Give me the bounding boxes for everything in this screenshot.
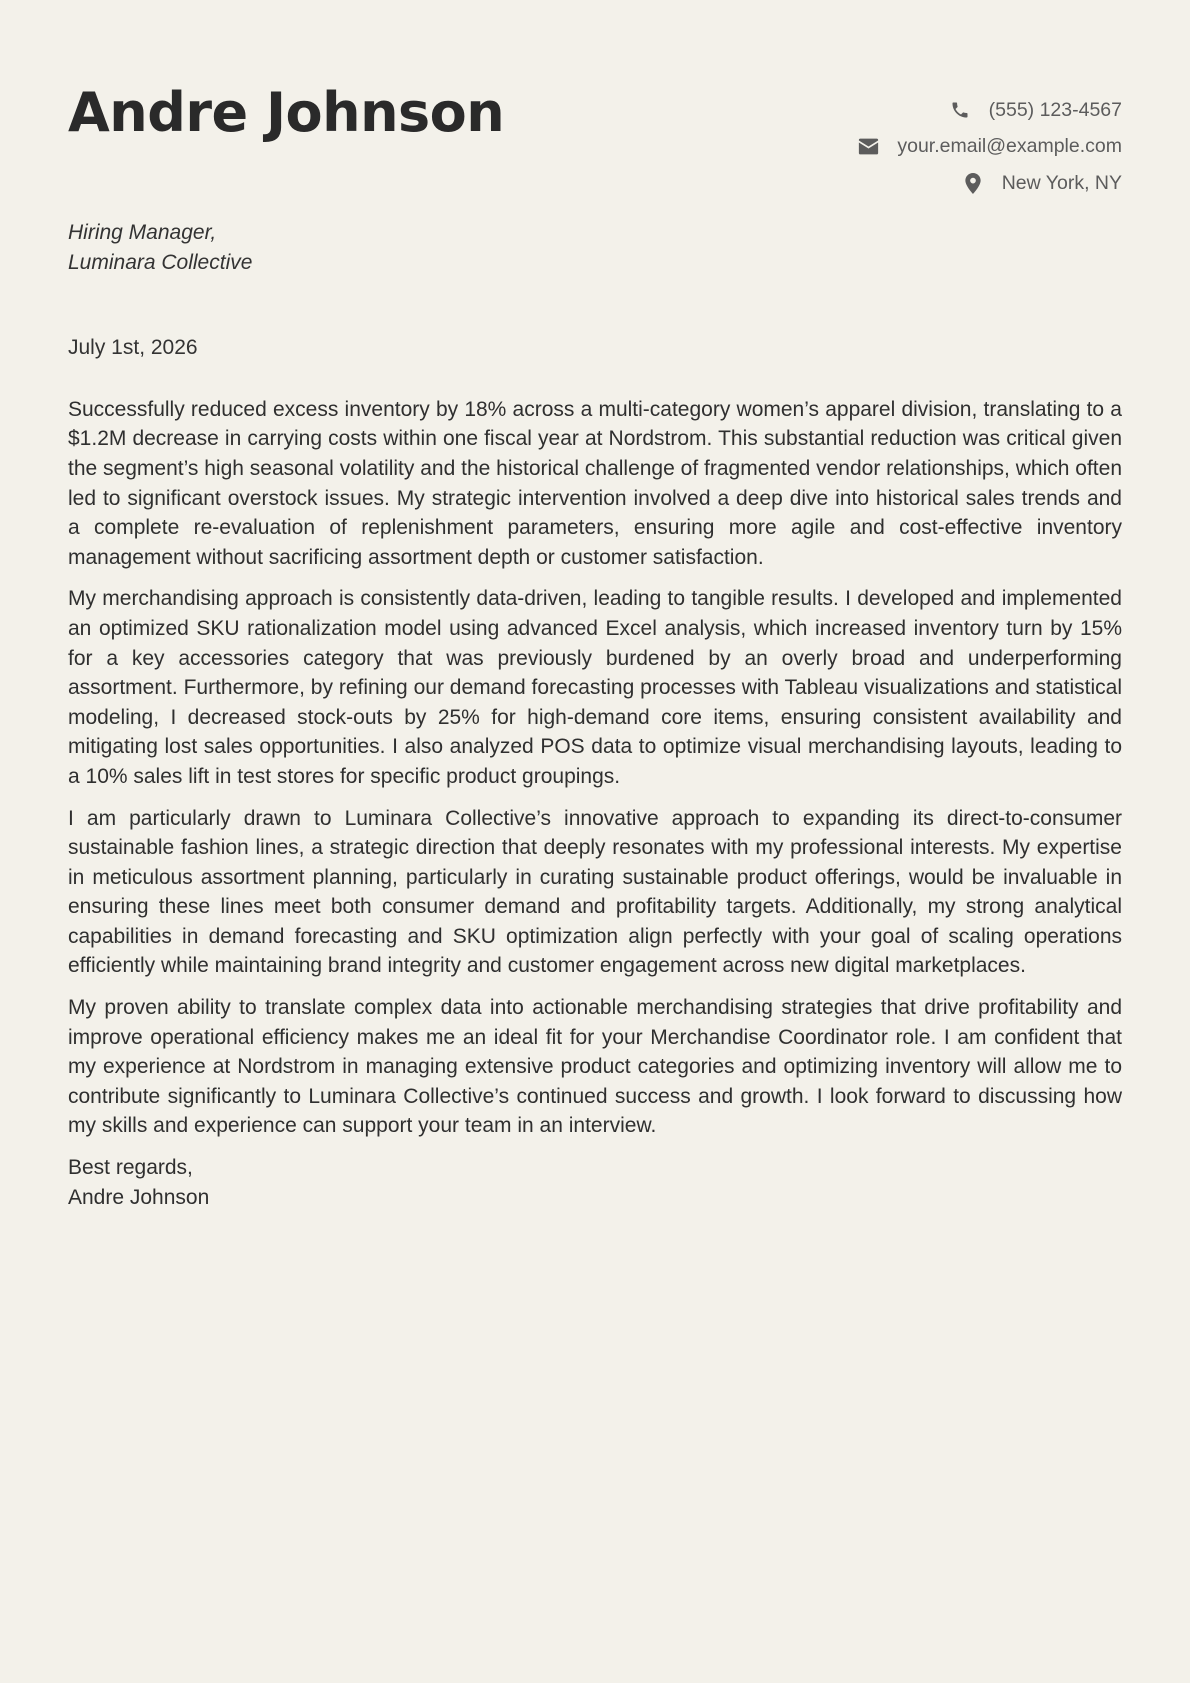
letter-header — [68, 0, 1122, 200]
contact-email — [857, 129, 1122, 166]
signature-name: Andre Johnson — [68, 1185, 210, 1209]
phone-number: (555) 123-4567 — [988, 98, 1122, 121]
applicant-name: Andre Johnson — [68, 81, 505, 144]
recipient-block — [68, 218, 1122, 277]
recipient-company: Luminara Collective — [68, 250, 253, 274]
body-paragraph: I am particularly drawn to Luminara Collective’s innovative approach to expanding its direct-to-consumer sustainable fashion lines, a strategic direction that deeply resonates with my professional interests. My expertise in meticulous assortment planning, particularly in curating sustainable product offerings, would be invaluable in ensuring these lines meet both consumer demand and profitability targets. Additionally, my strong analytical capabilities in demand forecasting and SKU optimization align perfectly with your goal of scaling operations efficiently while maintaining brand integrity and customer engagement across new digital marketplaces. — [68, 806, 1122, 978]
phone-icon — [949, 99, 971, 121]
letter-closing — [68, 1153, 1122, 1212]
contact-phone — [857, 92, 1122, 129]
closing-salutation: Best regards, — [68, 1156, 193, 1180]
body-paragraph: My proven ability to translate complex data into actionable merchandising strategies that drive profitability and improve operational efficiency makes me an ideal fit for your Merchandise Coordinator role. I am confident that my experience at Nordstrom in managing extensive product categories and optimizing inventory will allow me to contribute significantly to Luminara Collective’s continued success and growth. I look forward to discussing how my skills and experience can support your team in an interview. — [68, 996, 1122, 1138]
letter-body — [68, 395, 1122, 1141]
location-text: New York, NY — [1001, 171, 1122, 194]
contact-info — [857, 92, 1122, 202]
contact-location — [857, 165, 1122, 202]
letter-date: July 1st, 2026 — [68, 336, 198, 360]
email-address: your.email@example.com — [897, 135, 1122, 158]
recipient-title: Hiring Manager, — [68, 221, 217, 244]
body-paragraph: Successfully reduced excess inventory by 18% across a multi-category women’s apparel division, translating to a $1.2M decrease in carrying costs within one fiscal year at Nordstrom. This substantial reduction was critical given the segment’s high seasonal volatility and the historical challenge of fragmented vendor relationships, which often led to significant overstock issues. My strategic intervention involved a deep dive into historical sales trends and a complete re-evaluation of replenishment parameters, ensuring more agile and cost-effective inventory management without sacrificing assortment depth or customer satisfaction. — [68, 397, 1122, 569]
envelope-icon — [857, 136, 879, 158]
body-paragraph: My merchandising approach is consistently data-driven, leading to tangible results. I developed and implemented an optimized SKU rationalization model using advanced Excel analysis, which increased inventory turn by 15% for a key accessories category that was previously burdened by an overly broad and underperforming assortment. Furthermore, by refining our demand forecasting processes with Tableau visualizations and statistical modeling, I decreased stock-outs by 25% for high-demand core items, ensuring consistent availability and mitigating lost sales opportunities. I also analyzed POS data to optimize visual merchandising layouts, leading to a 10% sales lift in test stores for specific product groupings. — [68, 587, 1122, 788]
map-pin-icon — [962, 172, 984, 194]
